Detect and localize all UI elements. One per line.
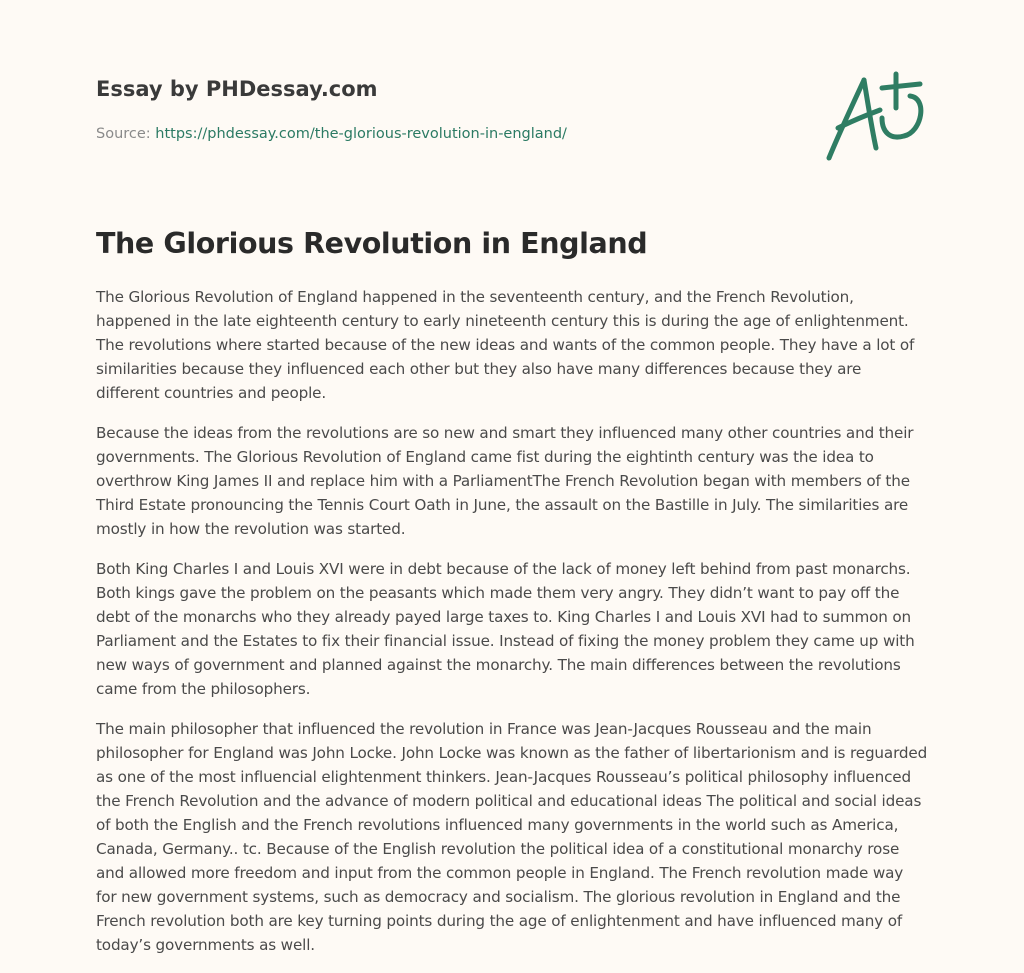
- essay-paragraph-2: Because the ideas from the revolutions are so new and smart they influenced many other countries and their governments. The Glorious Revolution of England came fist during the eightinth century was the idea to overthrow King James II and replace him with a ParliamentThe French Revolution began with members of the Third Estate pronouncing the Tennis Court Oath in June, the assault on the Bastille in July. The similarities are mostly in how the revolution was started.: [96, 424, 914, 538]
- a-plus-logo-icon: [824, 68, 928, 164]
- brand-title: Essay by PHDessay.com: [96, 77, 378, 101]
- essay-body: [96, 285, 928, 973]
- source-label: Source:: [96, 126, 151, 142]
- source-link[interactable]: https://phdessay.com/the-glorious-revolution-in-england/: [155, 126, 567, 142]
- source-line: [96, 124, 796, 144]
- essay-header: [96, 74, 796, 144]
- essay-paragraph-3: Both King Charles I and Louis XVI were in debt because of the lack of money left behind from past monarchs. Both kings gave the problem on the peasants which made them very angry. They didn’t want to pay off the debt of the monarchs who they already payed large taxes to. King Charles I and Louis XVI had to summon on Parliament and the Estates to fix their financial issue. Instead of fixing the money problem they came up with new ways of government and planned against the monarchy. The main differences between the revolutions came from the philosophers.: [96, 560, 915, 698]
- essay-paragraph-4: The main philosopher that influenced the revolution in France was Jean-Jacques Rousseau and the main philosopher for England was John Locke. John Locke was known as the father of libertarionism and is reguarded as one of the most influencial elightenment thinkers. Jean-Jacques Rousseau’s political philosophy influenced the French Revolution and the advance of modern political and educational ideas The political and social ideas of both the English and the French revolutions influenced many governments in the world such as America, Canada, Germany.. tc. Because of the English revolution the political idea of a constitutional monarchy rose and allowed more freedom and input from the common people in England. The French revolution made way for new government systems, such as democracy and socialism. The glorious revolution in England and the French revolution both are key turning points during the age of enlightenment and have influenced many of today’s governments as well.: [96, 720, 928, 954]
- essay-paragraph-1: The Glorious Revolution of England happened in the seventeenth century, and the French Revolution, happened in the late eighteenth century to early nineteenth century this is during the age of enlightenment. The revolutions where started because of the new ideas and wants of the common people. They have a lot of similarities because they influenced each other but they also have many differences because they are different countries and people.: [96, 288, 915, 402]
- essay-title: The Glorious Revolution in England: [96, 227, 648, 260]
